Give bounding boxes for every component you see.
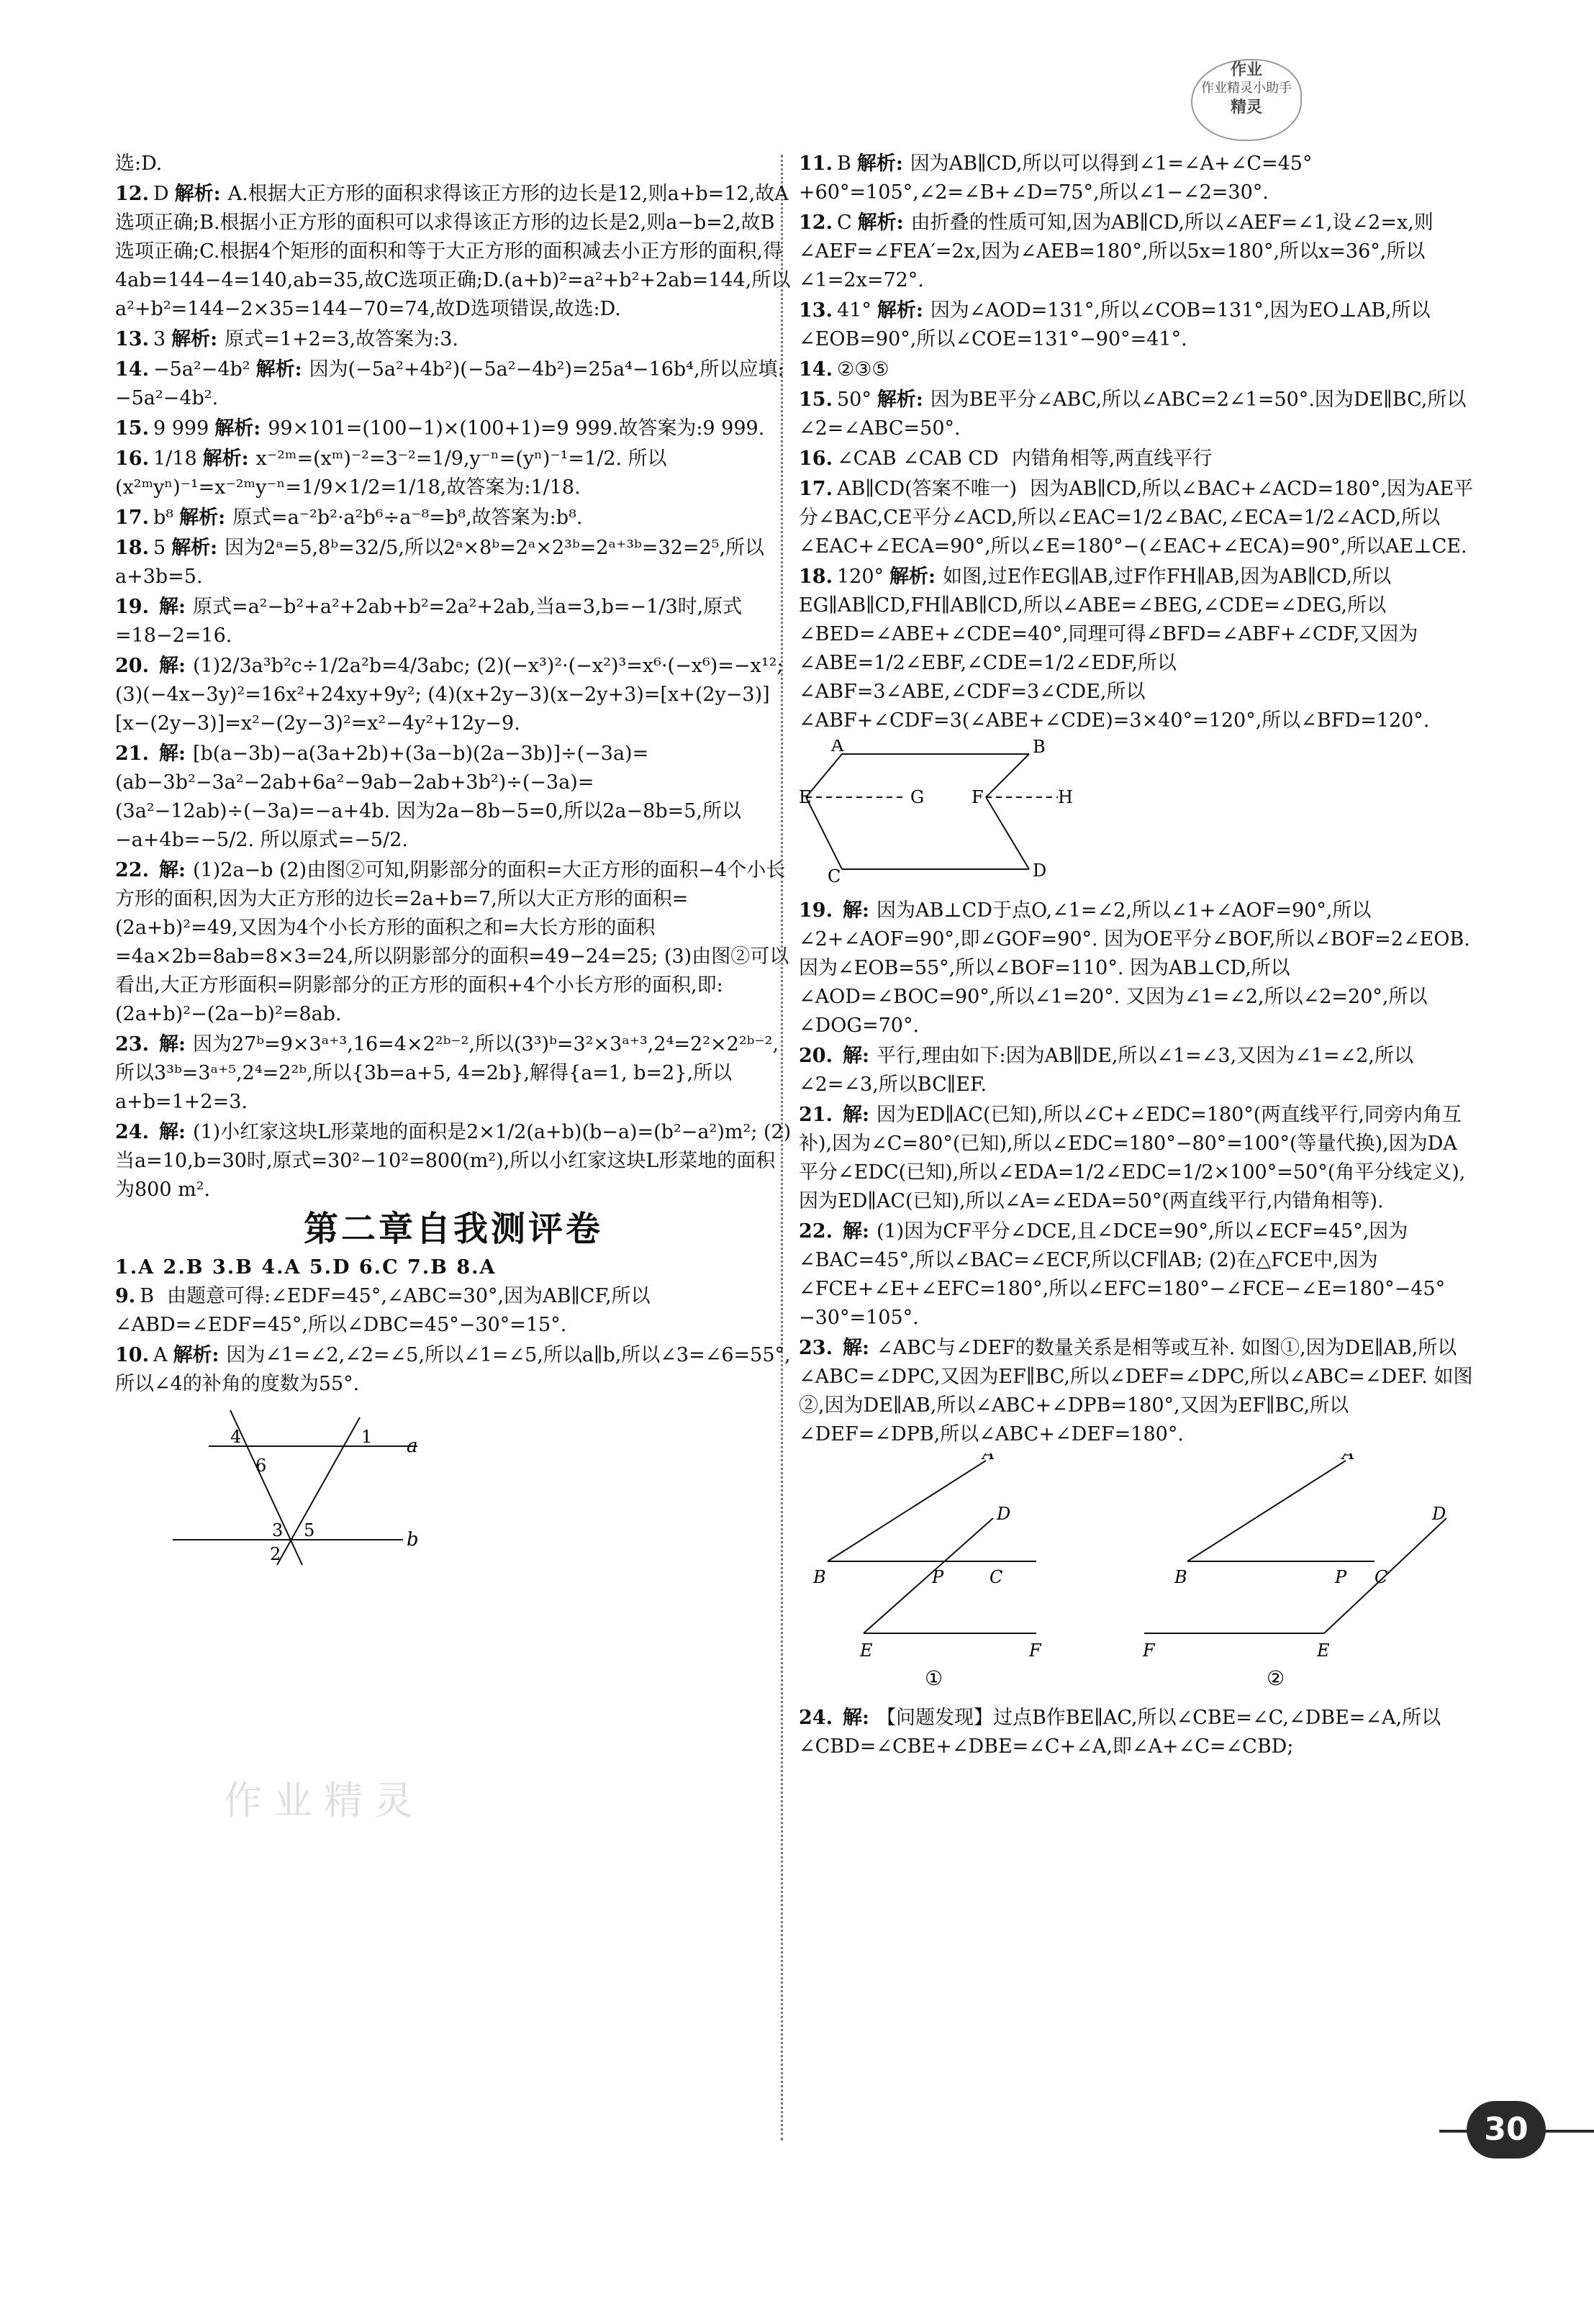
item-tag: 解: [158,1121,186,1143]
fig2-label-B: B [1174,1567,1187,1587]
stamp-line1: 作业 [1230,60,1262,79]
item-tag: 解: [158,596,186,618]
item-tag: 解: [842,1045,869,1067]
answer-item [799,563,1475,735]
item-number: 16. [115,448,149,470]
item-number: 12. [799,212,833,234]
item-tag: 解析: [173,1344,219,1366]
item-tag: 解析: [171,328,218,350]
item-answer: AB∥CD(答案不唯一) [836,478,1018,500]
label-C: C [828,866,841,884]
item-tag: 解析: [179,507,226,529]
right-column [799,150,1475,1763]
item-answer: B [140,1285,155,1307]
item-text: 因为ED∥AC(已知),所以∠C+∠EDC=180°(两直线平行,同旁内角互补),因为∠C=80°(已知),所以∠EDC=180°−80°=100°(等量代换),因为DA平分∠EDC(已知),所以∠EDA=1/2∠EDC=1/2×100°=50°(角平分线定义),因为ED∥AC(已知),所以∠A=∠EDA=50°(两直线平行,内错角相等). [799,1104,1466,1212]
label-B: B [1033,740,1046,757]
item-text: (1)2a−b (2)由图②可知,阴影部分的面积=大正方形的面积−4个小长方形的面积,因为大正方形的边长=2a+b=7,所以大正方形的面积=(2a+b)²=49,又因为4个小长方形的面积之和=大长方形的面积=4a×2b=8ab=8×3=24,所以阴影部分的面积=49−24=25; (3)由图②可以看出,大正方形面积=阴影部分的正方形的面积+4个小长方形的面积,即:(2a+b)²−(2a−b)²=8ab. [115,859,789,1025]
item-text: 由折叠的性质可知,因为AB∥CD,所以∠AEF=∠1,设∠2=x,则∠AEF=∠FEA′=2x,因为∠AEB=180°,所以5x=180°,所以x=36°,所以∠1=2x=72°. [799,212,1434,291]
label-4: 4 [230,1427,242,1447]
label-2: 2 [270,1544,281,1564]
item-tag: 解析: [877,299,923,322]
answer-item [799,1042,1475,1099]
answer-item [115,504,792,532]
item-answer: 3 [153,328,166,350]
item-number: 21. [799,1104,833,1126]
label-E: E [799,787,812,807]
right-answer-list-b [799,897,1475,1449]
right-answer-list-a [799,150,1475,735]
item-tag: 解析: [856,153,903,175]
item-answer: C [836,212,852,234]
item-number: 20. [115,655,149,677]
stamp-line3: 精灵 [1230,98,1262,117]
item-answer: D [153,183,169,205]
item-tag: 解: [158,655,186,677]
item-tag: 解: [842,1104,869,1126]
item-number: 14. [115,358,149,381]
item-number: 17. [115,507,149,529]
left-answer-list [115,180,792,1204]
answer-item [799,897,1475,1040]
item-answer: 9 999 [153,417,209,440]
item-tag: 解析: [202,448,249,470]
answer-item [115,414,792,443]
item-text: 如图,过E作EG∥AB,过F作FH∥AB,因为AB∥CD,所以EG∥AB∥CD,FH∥AB∥CD,所以∠ABE=∠BEG,∠CDE=∠DEG,所以∠BED=∠ABE+∠CDE=40°,同理可得∠BFD=∠ABF+∠CDF,又因为∠ABE=1/2∠EBF,∠CDE=1/2∠EDF,所以∠ABF=3∠ABE,∠CDF=3∠CDE,所以∠ABF+∠CDF=3(∠ABE+∠CDE)=3×40°=120°,所以∠BFD=120°. [799,566,1430,732]
item-text: 平行,理由如下:因为AB∥DE,所以∠1=∠3,又因为∠1=∠2,所以∠2=∠3,所以BC∥EF. [799,1045,1413,1096]
answer-item [115,1282,792,1340]
item-answer: 50° [836,389,871,411]
item-number: 19. [799,899,833,922]
label-b: b [407,1529,417,1551]
item-text: (1)小红家这块L形菜地的面积是2×1/2(a+b)(b−a)=(b²−a²)m²; (2)当a=10,b=30时,原式=30²−10²=800(m²),所以小红家这块L形菜地的面积为800 m². [115,1121,792,1201]
item-answer: ∠CAB ∠CAB CD [836,448,999,470]
top-line: 选:D. [115,153,163,175]
item-tag: 解析: [171,537,218,559]
label-1: 1 [361,1427,373,1447]
item-number: 10. [115,1344,149,1366]
item-answer: ②③⑤ [836,358,889,381]
angle-diagram-q23 [799,1453,1446,1691]
answer-item [799,1101,1475,1216]
page-number: 30 [1467,2101,1546,2159]
item-number: 18. [115,537,149,559]
answer-item [799,1334,1475,1449]
parallel-lines-diagram [115,1403,417,1569]
item-tag: 解: [842,899,869,922]
item-tag: 解: [842,1220,869,1243]
item-text: 原式=a⁻²b²·a²b⁶÷a⁻⁸=b⁸,故答案为:b⁸. [232,507,583,529]
label-H: H [1058,787,1072,807]
answer-item [115,325,792,354]
fig1-label-P: P [932,1567,944,1587]
figure-q18 [799,740,1475,892]
answer-item [799,355,1475,384]
item-text: ∠ABC与∠DEF的数量关系是相等或互补. 如图①,因为DE∥AB,所以∠ABC=∠DPC,又因为EF∥BC,所以∠DEF=∠DPC,所以∠ABC=∠DEF. 如图②,因为DE∥AB,所以∠ABC+∠DPB=180°,又因为EF∥BC,所以∠DEF=∠DPB,所以∠ABC+∠DEF=180°. [799,1337,1473,1445]
answer-item [115,355,792,413]
item-tag: 解: [158,859,186,881]
item-tag: 解: [842,1337,869,1359]
answer-item [115,1118,792,1204]
answer-item [115,445,792,502]
fig2-label-F: F [1143,1640,1155,1661]
answer-item [115,652,792,738]
item-tag: 解析: [889,566,936,588]
fig2-label-C: C [1375,1567,1388,1587]
item-text: 因为AB⊥CD于点O,∠1=∠2,所以∠1+∠AOF=90°,所以∠2+∠AOF=90°,即∠GOF=90°. 因为OE平分∠BOF,所以∠BOF=2∠EOB. 因为∠EOB=55°,所以∠BOF=110°. 因为AB⊥CD,所以∠AOD=∠BOC=90°,所以∠1=20°. 又因为∠1=∠2,所以∠2=20°,所以∠DOG=70°. [799,899,1470,1037]
item-number: 16. [799,448,833,470]
label-3: 3 [272,1520,284,1540]
item-text: 因为∠AOD=131°,所以∠COB=131°,因为EO⊥AB,所以∠EOB=90°,所以∠COE=131°−90°=41°. [799,299,1431,350]
item-text: [b(a−3b)−a(3a+2b)+(3a−b)(2a−3b)]÷(−3a)=(ab−3b²−3a²−2ab+6a²−9ab−2ab+3b²)÷(−3a)=(3a²−12ab)÷(−3a)=−a+4b. 因为2a−8b−5=0,所以2a−8b=5,所以−a+4b=−5/2. 所以原式=−5/2. [115,743,741,851]
fig2-label-E: E [1317,1640,1330,1661]
item-tag: 解析: [214,417,261,440]
item-tag: 解: [158,1033,186,1056]
item-text: 因为27ᵇ=9×3ᵃ⁺³,16=4×2²ᵇ⁻²,所以(3³)ᵇ=3²×3ᵃ⁺³,2⁴=2²×2²ᵇ⁻²,所以3³ᵇ=3ᵃ⁺⁵,2⁴=2²ᵇ,所以{3b=a+5, 4=2b},解得{a=1, b=2},所以a+b=1+2=3. [115,1033,779,1113]
item-answer: 120° [836,566,884,588]
label-F: F [972,787,984,807]
figure-q10 [115,1403,792,1577]
fig2-label-P: P [1335,1567,1347,1587]
item-number: 15. [799,389,833,411]
fig1-label-E: E [860,1640,873,1661]
item-number: 22. [115,859,149,881]
answer-item [799,1704,1475,1761]
item-number: 14. [799,358,833,381]
fig1-label-D: D [997,1504,1011,1524]
item-tag: 解析: [857,212,904,234]
answer-item [115,180,792,324]
item-text: 因为∠1=∠2,∠2=∠5,所以∠1=∠5,所以a∥b,所以∠3=∠6=55°,所以∠4的补角的度数为55°. [115,1344,791,1395]
item-text: 因为BE平分∠ABC,所以∠ABC=2∠1=50°.因为DE∥BC,所以∠2=∠ABC=50°. [799,389,1467,440]
figure-caption-1: ① [925,1666,943,1690]
item-answer: B [836,153,851,175]
item-tag: 解析: [174,183,221,205]
item-answer: 1/18 [153,448,197,470]
answer-item [115,1030,792,1117]
item-text: 【问题发现】过点B作BE∥AC,所以∠CBE=∠C,∠DBE=∠A,所以∠CBD=∠CBE+∠DBE=∠C+∠A,即∠A+∠C=∠CBD; [799,1707,1441,1758]
item-number: 11. [799,153,833,175]
answer-item [115,1341,792,1399]
label-A: A [831,740,844,755]
item-number: 18. [799,566,833,588]
item-number: 19. [115,596,149,618]
answer-item [799,475,1475,561]
item-number: 13. [115,328,149,350]
item-tag: 解析: [255,358,302,381]
item-number: 22. [799,1220,833,1243]
answer-item [799,386,1475,443]
answer-item [799,1217,1475,1333]
item-text: 99×101=(100−1)×(100+1)=9 999.故答案为:9 999. [268,417,765,440]
label-G: G [910,787,925,807]
answer-item [799,445,1475,473]
left-answer-list-2 [115,1282,792,1399]
item-text: x⁻²ᵐ=(xᵐ)⁻²=3⁻²=1/9,y⁻ⁿ=(yⁿ)⁻¹=1/2. 所以(x²ᵐyⁿ)⁻¹=x⁻²ᵐy⁻ⁿ=1/9×1/2=1/18,故答案为:1/18. [115,448,667,499]
item-text: 因为AB∥CD,所以可以得到∠1=∠A+∠C=45°+60°=105°,∠2=∠B+∠D=75°,所以∠1−∠2=30°. [799,153,1313,204]
item-text: 因为(−5a²+4b²)(−5a²−4b²)=25a⁴−16b⁴,所以应填:−5a²−4b². [115,358,784,409]
item-number: 21. [115,743,149,765]
fig1-label-F: F [1029,1640,1041,1661]
answer-item [115,593,792,650]
item-tag: 解: [842,1707,869,1729]
right-answer-list-c [799,1704,1475,1761]
item-number: 23. [799,1337,833,1359]
fig2-label-A: A [1342,1453,1355,1463]
item-text: 原式=a²−b²+a²+2ab+b²=2a²+2ab,当a=3,b=−1/3时,原式=18−2=16. [115,596,743,647]
label-D: D [1033,861,1047,881]
answer-item [799,209,1475,295]
item-text: 原式=1+2=3,故答案为:3. [225,328,458,350]
answer-item [115,856,792,1029]
answer-item [799,296,1475,354]
item-number: 24. [799,1707,833,1729]
item-number: 20. [799,1045,833,1067]
answer-item [115,740,792,855]
item-number: 23. [115,1033,149,1056]
label-a: a [407,1435,417,1457]
answer-item [115,534,792,591]
item-text: (1)因为CF平分∠DCE,且∠DCE=90°,所以∠ECF=45°,因为∠BAC=45°,所以∠BAC=∠ECF,所以CF∥AB; (2)在△FCE中,因为∠FCE+∠E+∠EFC=180°,所以∠EFC=180°−∠FCE−∠E=180°−45°−30°=105°. [799,1220,1446,1329]
label-6: 6 [255,1456,267,1476]
item-tag: 解析: [877,389,923,411]
item-number: 12. [115,183,149,205]
item-number: 24. [115,1121,149,1143]
item-answer: A [153,1344,168,1366]
item-answer: −5a²−4b² [153,358,250,381]
item-number: 17. [799,478,833,500]
multiple-choice-answers: 1.A 2.B 3.B 4.A 5.D 6.C 7.B 8.A [115,1256,497,1279]
watermark: 作业精灵 [223,1778,425,1823]
chapter-title: 第二章自我测评卷 [303,1209,603,1249]
angle-diagram-q18 [799,740,1072,884]
item-answer: 5 [153,537,166,559]
item-answer: 41° [836,299,871,322]
item-number: 9. [115,1285,136,1307]
item-tag: 解: [158,743,186,765]
item-number: 13. [799,299,833,322]
item-text: 内错角相等,两直线平行 [1011,448,1213,470]
logo-stamp [1191,59,1302,141]
fig1-label-B: B [813,1567,826,1587]
item-number: 15. [115,417,149,440]
fig2-label-D: D [1432,1504,1446,1524]
item-text: A.根据大正方形的面积求得该正方形的边长是12,则a+b=12,故A选项正确;B.根据小正方形的面积可以求得该正方形的边长是2,则a−b=2,故B选项正确;C.根据4个矩形的面积和等于大正方形的面积减去小正方形的面积,得4ab=144−4=140,ab=35,故C选项正确;D.(a+b)²=a²+b²+2ab=144,所以a²+b²=144−2×35=144−70=74,故D选项错误,故选:D. [115,183,791,320]
item-text: 因为2ᵃ=5,8ᵇ=32/5,所以2ᵃ×8ᵇ=2ᵃ×2³ᵇ=2ᵃ⁺³ᵇ=32=2⁵,所以a+3b=5. [115,537,765,588]
fig1-label-A: A [982,1453,995,1463]
item-answer: b⁸ [153,507,174,529]
left-column [115,150,792,1581]
figure-q23 [799,1453,1475,1699]
item-text: (1)2/3a³b²c÷1/2a²b=4/3abc; (2)(−x³)²·(−x²)³=x⁶·(−x⁶)=−x¹²; (3)(−4x−3y)²=16x²+24xy+9y²; (4)(x+2y−3)(x−2y+3)=[x+(2y−3)][x−(2y−3)]=x²−(2y−3)²=x²−4y²+12y−9. [115,655,784,735]
item-text: 因为AB∥CD,所以∠BAC+∠ACD=180°,因为AE平分∠BAC,CE平分∠ACD,所以∠EAC=1/2∠BAC,∠ECA=1/2∠ACD,所以∠EAC+∠ECA=90°,所以∠E=180°−(∠EAC+∠ECA)=90°,所以AE⊥CE. [799,478,1474,558]
fig1-label-C: C [990,1567,1003,1587]
item-text: 由题意可得:∠EDF=45°,∠ABC=30°,因为AB∥CF,所以∠ABD=∠EDF=45°,所以∠DBC=45°−30°=15°. [115,1285,651,1336]
figure-caption-2: ② [1267,1666,1285,1690]
label-5: 5 [304,1520,315,1540]
answer-item [799,150,1475,207]
stamp-line2: 作业精灵小助手 [1201,81,1292,96]
